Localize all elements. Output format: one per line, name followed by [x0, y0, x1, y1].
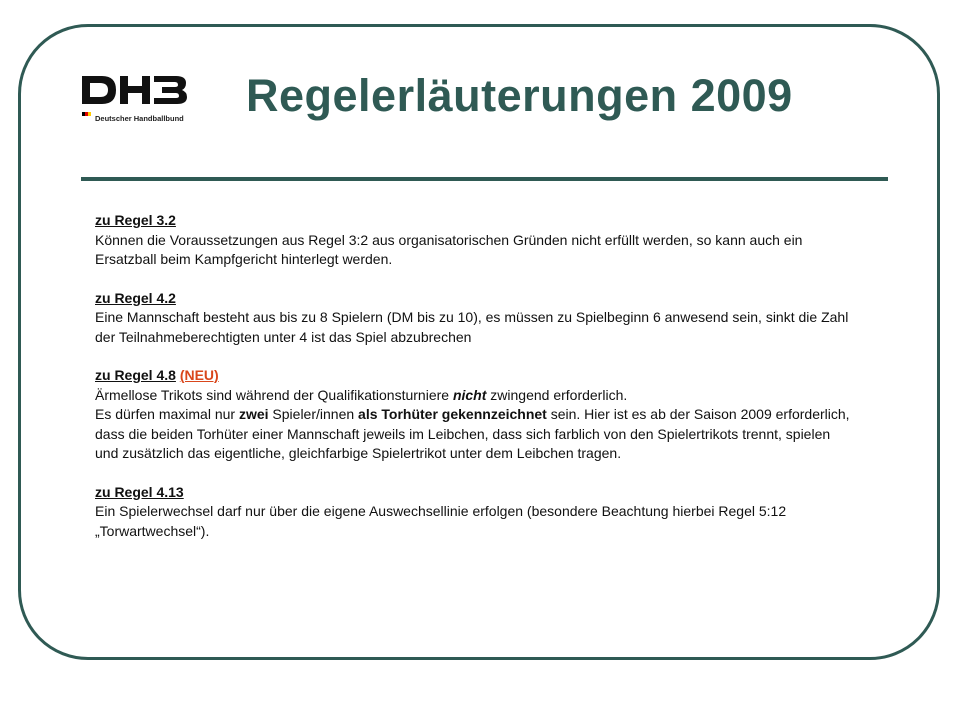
section-text: Ein Spielerwechsel darf nur über die eigene Auswechsellinie erfolgen (besondere Beachtung hierbei Regel 5:12 „Torwartwechsel“). — [95, 503, 787, 539]
text-run: Spieler/innen — [268, 406, 359, 422]
section-heading: zu Regel 3.2 — [95, 212, 176, 228]
section-regel-4-13 — [95, 483, 855, 542]
text-bold: als Torhüter gekennzeichnet — [358, 406, 547, 422]
section-text-2 — [95, 405, 855, 464]
section-heading: zu Regel 4.2 — [95, 289, 176, 306]
text-run: sein. Hier ist es ab der Saison 2009 erforderlich, dass die beiden Torhüter einer Mannschaft jeweils im Leibchen, dass sich farblich von den Spielertrikots trennt, spielen und zusätzlich das eigentliche, gleichfarbige Spielertrikot unter dem Leibchen tragen. — [95, 406, 850, 461]
section-regel-4-2 — [95, 289, 855, 348]
section-heading: zu Regel 4.8 — [95, 367, 176, 383]
text-emphasis: nicht — [452, 386, 487, 403]
text-run: zwingend erforderlich. — [486, 386, 628, 403]
content-body — [95, 211, 855, 560]
text-run: Es dürfen maximal nur — [95, 406, 239, 422]
section-heading-row — [95, 366, 855, 386]
title-divider — [81, 177, 888, 181]
section-heading: zu Regel 4.13 — [95, 483, 184, 500]
logo-subtitle: Deutscher Handballbund — [95, 114, 184, 123]
dhb-logo-mark — [78, 72, 190, 116]
section-regel-3-2 — [95, 211, 855, 270]
text-bold: zwei — [238, 406, 269, 422]
section-text: Können die Voraussetzungen aus Regel 3:2 aus organisatorischen Gründen nicht erfüllt werden, so kann auch ein Ersatzball beim Kampfgericht hinterlegt werden. — [95, 231, 803, 267]
dhb-logo — [78, 72, 190, 128]
new-badge: (NEU) — [179, 367, 219, 383]
text-run: Ärmellose Trikots sind während der Qualifikationsturniere — [95, 386, 453, 403]
page-title: Regelerläuterungen 2009 — [246, 70, 793, 121]
section-text-1 — [95, 386, 855, 406]
section-text: Eine Mannschaft besteht aus bis zu 8 Spielern (DM bis zu 10), es müssen zu Spielbeginn 6 anwesend sein, sinkt die Zahl der Teilnahmeberechtigten unter 4 ist das Spiel abzubrechen — [95, 309, 849, 345]
section-regel-4-8 — [95, 366, 855, 464]
